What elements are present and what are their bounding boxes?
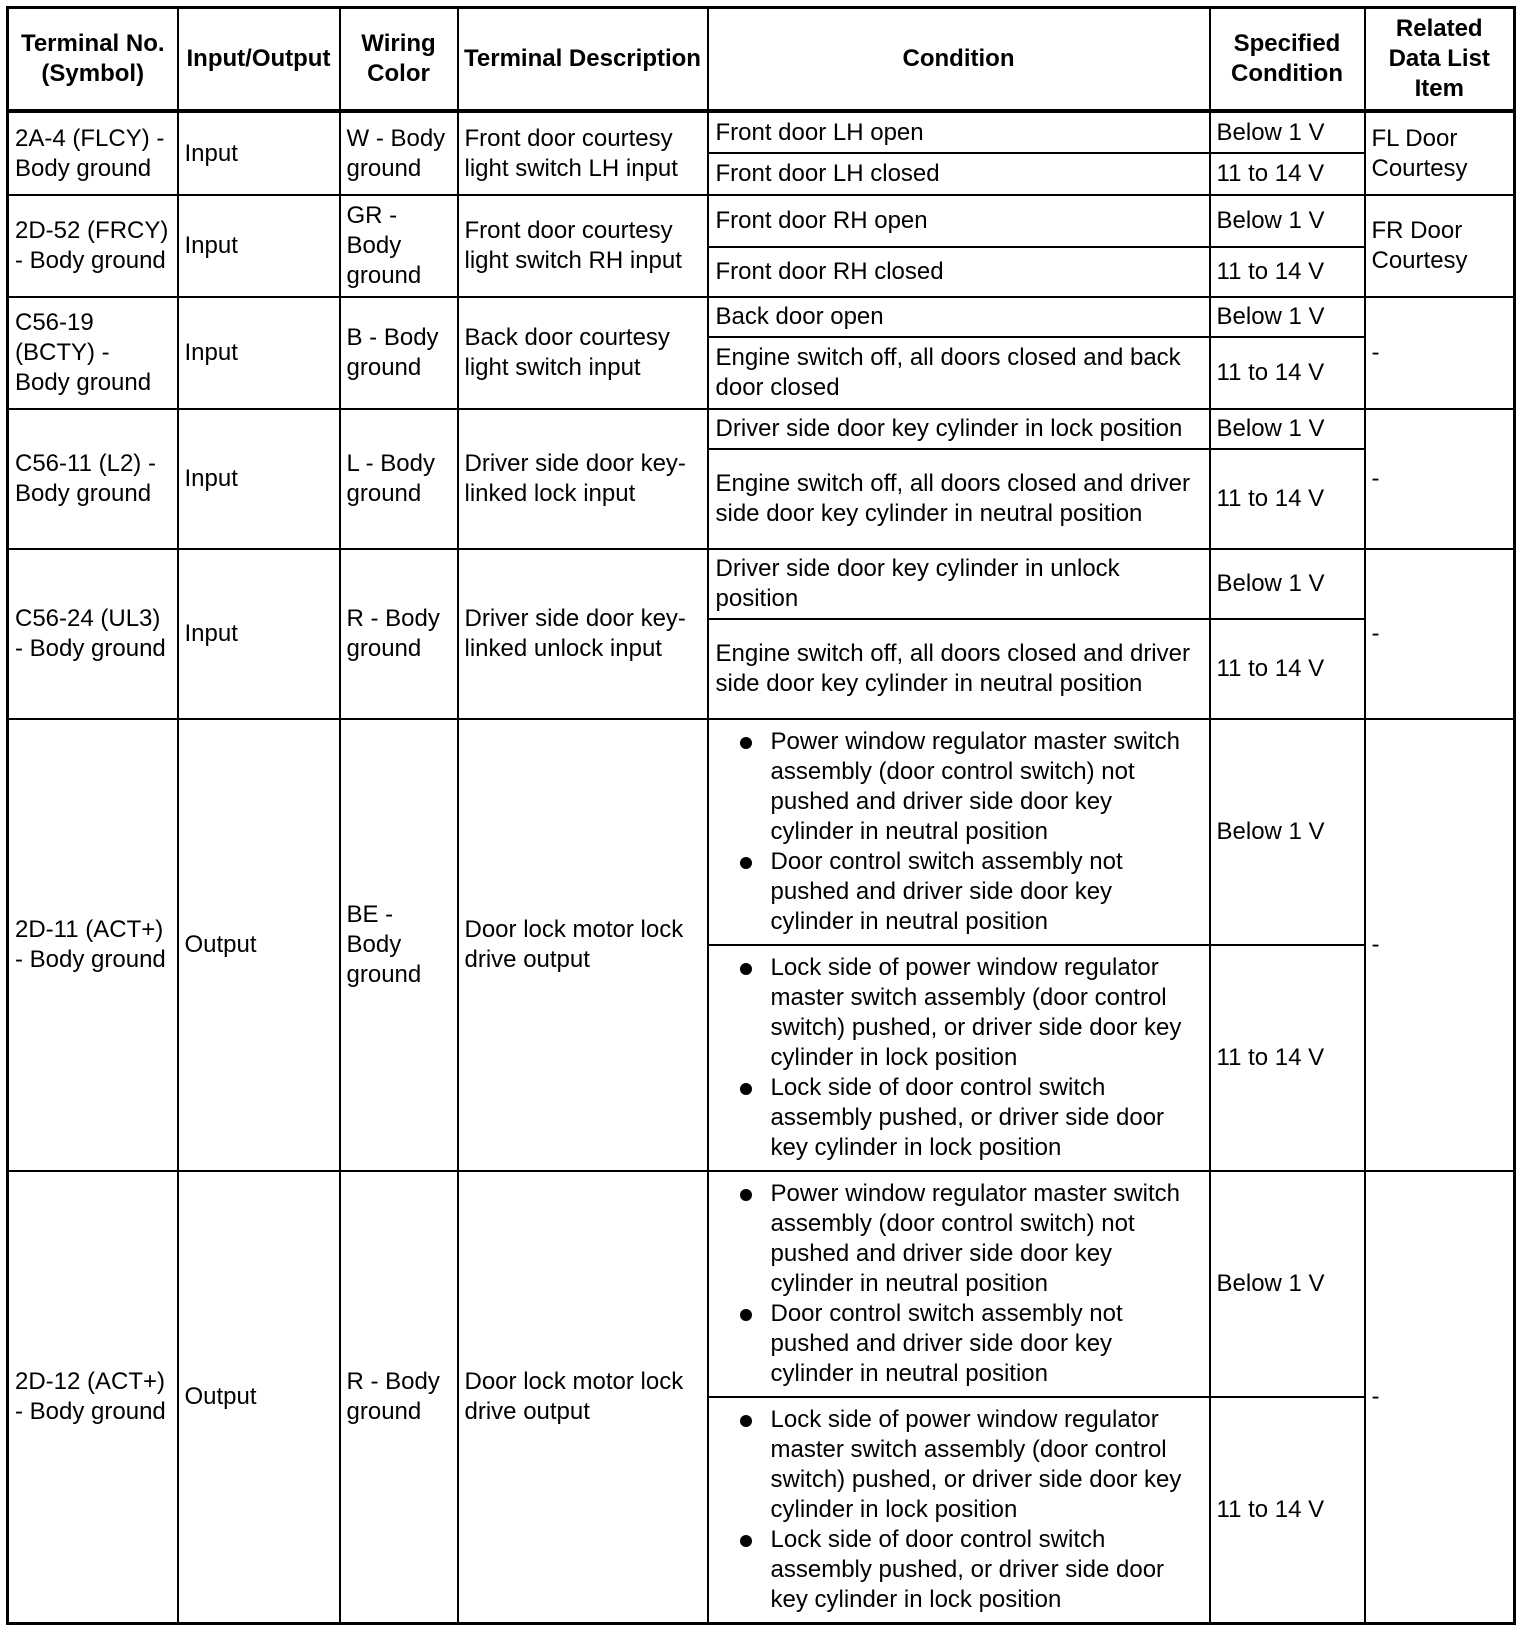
condition-cell: Driver side door key cylinder in unlock position: [708, 549, 1210, 619]
condition-cell: Front door RH closed: [708, 247, 1210, 297]
description-cell: Driver side door key-linked unlock input: [458, 549, 708, 719]
spec-cell: Below 1 V: [1210, 549, 1365, 619]
spec-cell: Below 1 V: [1210, 297, 1365, 337]
header-spec: Specified Condition: [1210, 8, 1365, 112]
condition-cell: Front door RH open: [708, 195, 1210, 247]
header-io: Input/Output: [178, 8, 340, 112]
condition-cell: [708, 1397, 1210, 1623]
header-condition: Condition: [708, 8, 1210, 112]
terminal-cell: 2D-11 (ACT+) - Body ground: [8, 719, 178, 1171]
list-item: Door control switch assembly not pushed and driver side door key cylinder in neutral position: [715, 1299, 1203, 1389]
spec-cell: 11 to 14 V: [1210, 619, 1365, 719]
condition-cell: Engine switch off, all doors closed and driver side door key cylinder in neutral position: [708, 449, 1210, 549]
condition-list: [715, 1179, 1203, 1389]
related-cell: FR Door Courtesy: [1365, 195, 1515, 297]
header-desc: Terminal Description: [458, 8, 708, 112]
condition-cell: Engine switch off, all doors closed and driver side door key cylinder in neutral position: [708, 619, 1210, 719]
list-item: Door control switch assembly not pushed and driver side door key cylinder in neutral position: [715, 847, 1203, 937]
table-row: [8, 111, 1515, 153]
condition-cell: [708, 719, 1210, 945]
table-row: [8, 409, 1515, 449]
header-wiring: Wiring Color: [340, 8, 458, 112]
wiring-cell: R - Body ground: [340, 549, 458, 719]
spec-cell: Below 1 V: [1210, 1171, 1365, 1397]
related-cell: -: [1365, 409, 1515, 549]
condition-cell: [708, 1171, 1210, 1397]
condition-list: [715, 1405, 1203, 1615]
condition-cell: [708, 945, 1210, 1171]
terminal-cell: C56-19 (BCTY) - Body ground: [8, 297, 178, 409]
related-cell: -: [1365, 549, 1515, 719]
io-cell: Input: [178, 297, 340, 409]
description-cell: Back door courtesy light switch input: [458, 297, 708, 409]
wiring-cell: BE - Body ground: [340, 719, 458, 1171]
spec-cell: 11 to 14 V: [1210, 153, 1365, 195]
wiring-cell: GR - Body ground: [340, 195, 458, 297]
spec-cell: 11 to 14 V: [1210, 247, 1365, 297]
io-cell: Output: [178, 1171, 340, 1623]
io-cell: Input: [178, 409, 340, 549]
condition-cell: Front door LH open: [708, 111, 1210, 153]
condition-list: [715, 953, 1203, 1163]
list-item: Lock side of power window regulator master switch assembly (door control switch) pushed, or driver side door key cylinder in lock position: [715, 1405, 1203, 1525]
related-cell: FL Door Courtesy: [1365, 111, 1515, 195]
io-cell: Output: [178, 719, 340, 1171]
spec-cell: 11 to 14 V: [1210, 337, 1365, 409]
io-cell: Input: [178, 111, 340, 195]
description-cell: Door lock motor lock drive output: [458, 1171, 708, 1623]
wiring-cell: W - Body ground: [340, 111, 458, 195]
related-cell: -: [1365, 1171, 1515, 1623]
related-cell: -: [1365, 719, 1515, 1171]
condition-cell: Driver side door key cylinder in lock position: [708, 409, 1210, 449]
terminal-cell: 2D-52 (FRCY) - Body ground: [8, 195, 178, 297]
description-cell: Driver side door key-linked lock input: [458, 409, 708, 549]
condition-cell: Front door LH closed: [708, 153, 1210, 195]
table-row: [8, 1171, 1515, 1397]
condition-cell: Back door open: [708, 297, 1210, 337]
io-cell: Input: [178, 549, 340, 719]
spec-cell: Below 1 V: [1210, 195, 1365, 247]
spec-cell: 11 to 14 V: [1210, 945, 1365, 1171]
header-row: [8, 8, 1515, 112]
spec-cell: 11 to 14 V: [1210, 1397, 1365, 1623]
wiring-cell: R - Body ground: [340, 1171, 458, 1623]
condition-cell: Engine switch off, all doors closed and back door closed: [708, 337, 1210, 409]
terminal-table: [6, 6, 1516, 1625]
description-cell: Door lock motor lock drive output: [458, 719, 708, 1171]
spec-cell: 11 to 14 V: [1210, 449, 1365, 549]
header-related: Related Data List Item: [1365, 8, 1515, 112]
description-cell: Front door courtesy light switch LH input: [458, 111, 708, 195]
spec-cell: Below 1 V: [1210, 719, 1365, 945]
description-cell: Front door courtesy light switch RH input: [458, 195, 708, 297]
list-item: Lock side of door control switch assembly pushed, or driver side door key cylinder in lock position: [715, 1073, 1203, 1163]
table-row: [8, 719, 1515, 945]
list-item: Lock side of door control switch assembly pushed, or driver side door key cylinder in lock position: [715, 1525, 1203, 1615]
condition-list: [715, 727, 1203, 937]
wiring-cell: B - Body ground: [340, 297, 458, 409]
spec-cell: Below 1 V: [1210, 111, 1365, 153]
spec-cell: Below 1 V: [1210, 409, 1365, 449]
table-row: [8, 297, 1515, 337]
io-cell: Input: [178, 195, 340, 297]
terminal-table-container: [6, 6, 1516, 1625]
related-cell: -: [1365, 297, 1515, 409]
terminal-cell: 2D-12 (ACT+) - Body ground: [8, 1171, 178, 1623]
table-row: [8, 195, 1515, 247]
list-item: Power window regulator master switch assembly (door control switch) not pushed and driver side door key cylinder in neutral position: [715, 1179, 1203, 1299]
list-item: Lock side of power window regulator master switch assembly (door control switch) pushed, or driver side door key cylinder in lock position: [715, 953, 1203, 1073]
table-row: [8, 549, 1515, 619]
terminal-cell: 2A-4 (FLCY) - Body ground: [8, 111, 178, 195]
terminal-cell: C56-11 (L2) - Body ground: [8, 409, 178, 549]
wiring-cell: L - Body ground: [340, 409, 458, 549]
terminal-cell: C56-24 (UL3) - Body ground: [8, 549, 178, 719]
header-terminal: Terminal No. (Symbol): [8, 8, 178, 112]
list-item: Power window regulator master switch assembly (door control switch) not pushed and driver side door key cylinder in neutral position: [715, 727, 1203, 847]
